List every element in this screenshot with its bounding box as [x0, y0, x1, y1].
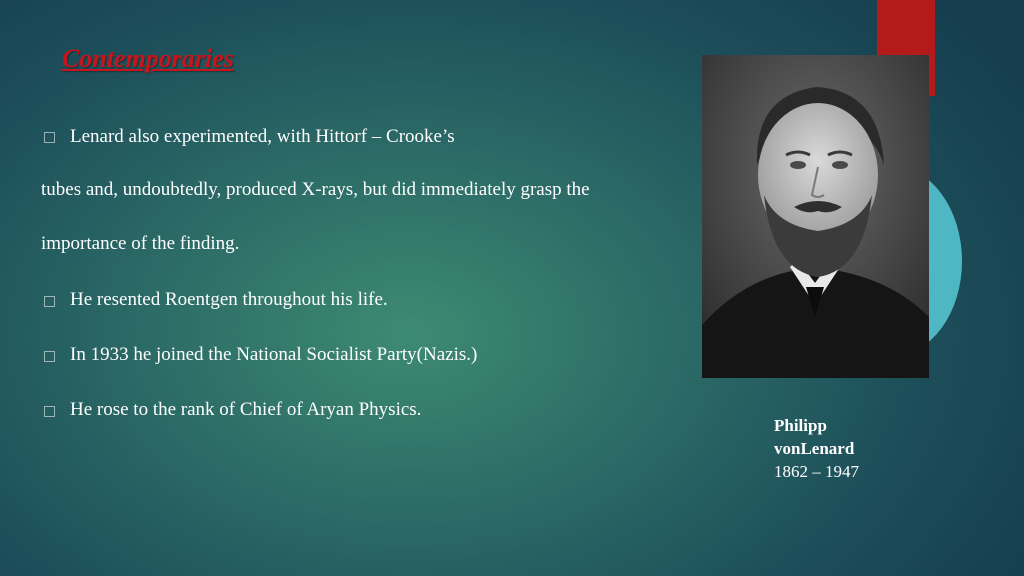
bullet-text-1-continued-2: importance of the finding. — [41, 233, 240, 254]
bullet-text-1-continued: tubes and, undoubtedly, produced X-rays, but did immediately grasp the — [41, 179, 590, 200]
bullet-text-4: He rose to the rank of Chief of Aryan Physics. — [70, 399, 422, 420]
bullet-text-2: He resented Roentgen throughout his life. — [70, 289, 388, 310]
bullet-text-1: Lenard also experimented, with Hittorf – Crooke’s — [70, 126, 455, 147]
bullet-icon — [44, 132, 55, 143]
caption-first-name: Philipp — [774, 416, 827, 435]
bullet-text-3: In 1933 he joined the National Socialist Party(Nazis.) — [70, 344, 478, 365]
portrait-photo — [702, 55, 929, 378]
portrait-caption — [774, 414, 859, 483]
caption-last-name: vonLenard — [774, 439, 855, 458]
bullet-icon — [44, 406, 55, 417]
slide-title: Contemporaries — [62, 44, 234, 73]
bullet-icon — [44, 296, 55, 307]
bullet-icon — [44, 351, 55, 362]
caption-years: 1862 – 1947 — [774, 462, 859, 481]
